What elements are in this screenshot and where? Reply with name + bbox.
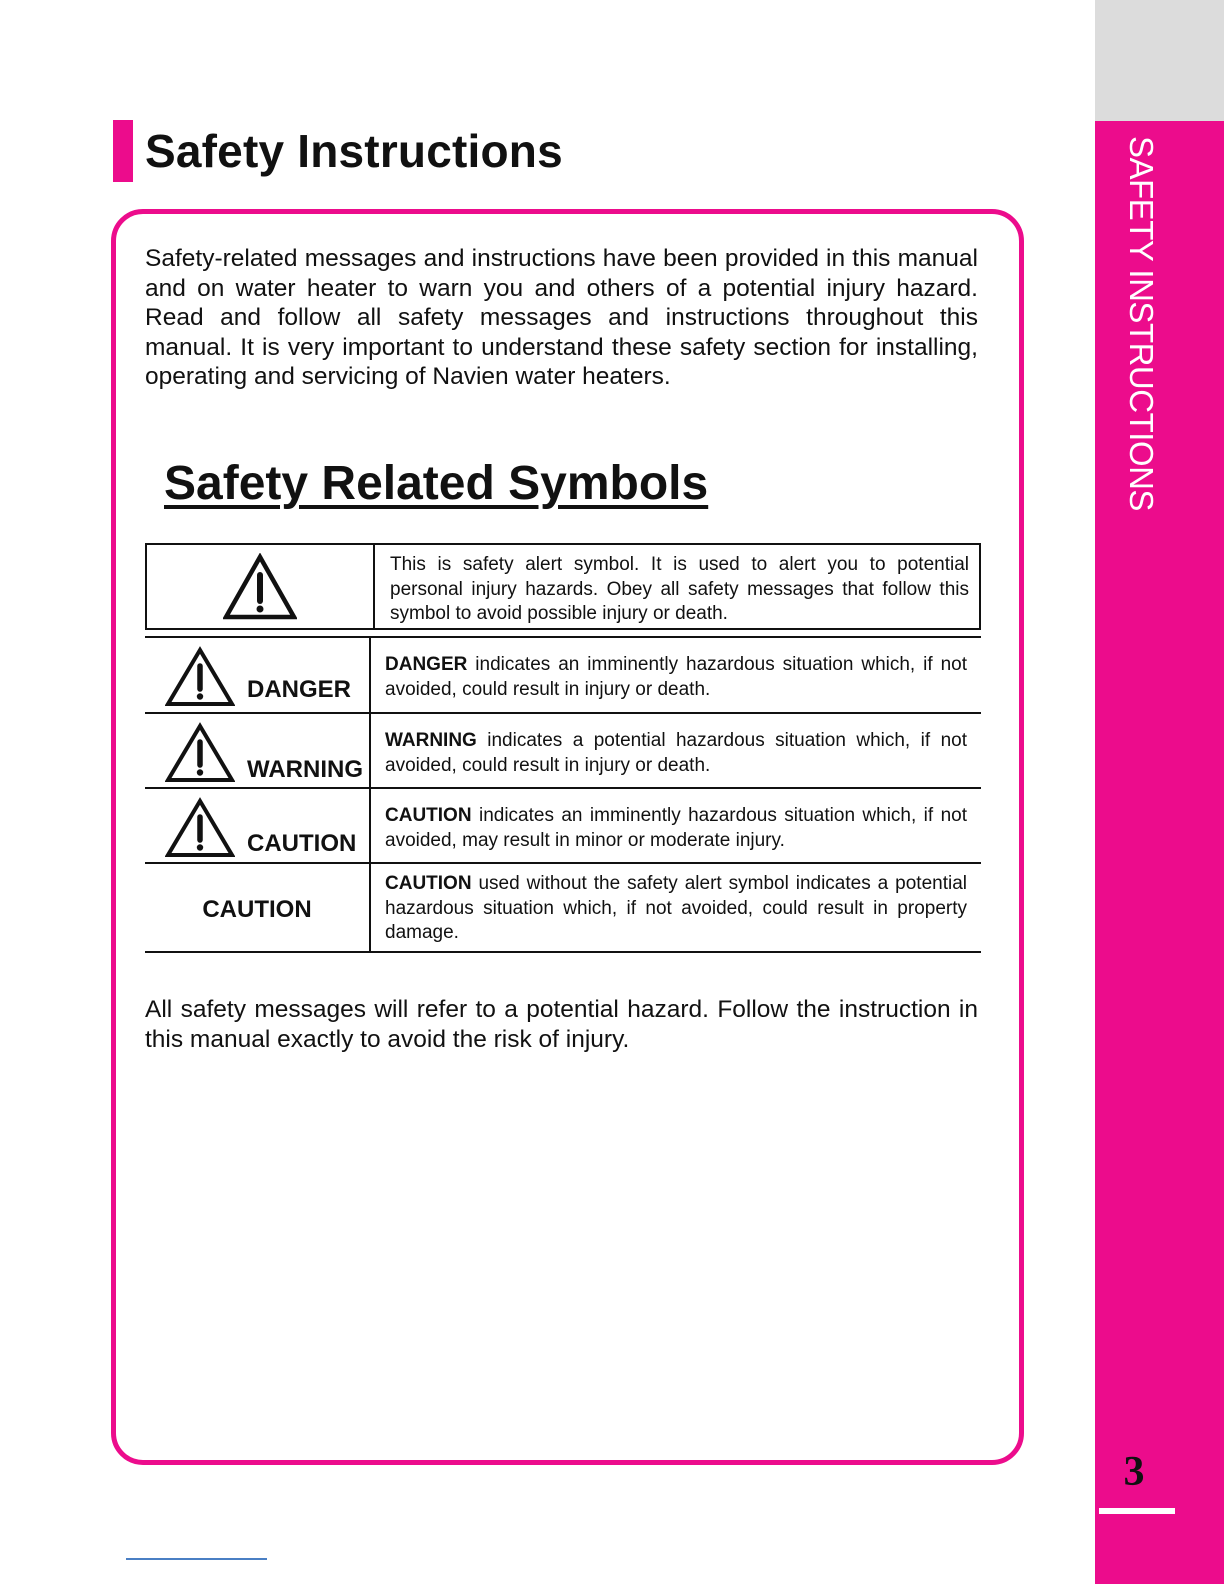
page-number-rule (1099, 1508, 1175, 1514)
signal-word-description (371, 714, 981, 787)
signal-word-description (371, 864, 981, 951)
table-row-caution (145, 789, 981, 864)
title-accent-bar (113, 120, 133, 182)
side-tab-top (1095, 0, 1224, 121)
page-number: 3 (1123, 1449, 1145, 1495)
warning-triangle-icon (165, 797, 235, 859)
page-title: Safety Instructions (145, 125, 563, 177)
signal-word-description (371, 638, 981, 712)
signal-word-term: CAUTION (385, 873, 472, 894)
signal-word-label: CAUTION (247, 830, 357, 857)
signal-word-text: indicates a potential hazardous situation which, if not avoided, could result in injury or death. (385, 730, 967, 776)
signal-word-cell (145, 714, 371, 787)
signal-word-term: WARNING (385, 730, 477, 751)
signal-word-table (145, 636, 981, 953)
warning-triangle-icon (223, 553, 297, 621)
warning-triangle-icon (165, 646, 235, 708)
table-row-danger (145, 636, 981, 714)
table-row-caution-property (145, 864, 981, 953)
closing-paragraph: All safety messages will refer to a potential hazard. Follow the instruction in this manual exactly to avoid the risk of injury. (145, 996, 978, 1053)
footer-line (126, 1558, 267, 1560)
signal-word-text: used without the safety alert symbol indicates a potential hazardous situation which, if not avoided, could result in property damage. (385, 873, 967, 943)
signal-word-term: CAUTION (385, 805, 472, 826)
signal-word-cell (145, 789, 371, 862)
signal-word-label: DANGER (247, 676, 352, 703)
signal-word-label: WARNING (247, 756, 363, 783)
intro-paragraph: Safety-related messages and instructions have been provided in this manual and on water heater to warn you and others of a potential injury hazard. Read and follow all safety messages and instructions throughout this manual. It is very important to understand these safety section for installing, operating and servicing of Navien water heaters. (145, 245, 978, 390)
signal-word-text: indicates an imminently hazardous situation which, if not avoided, could result in injury or death. (385, 654, 967, 700)
page-title-block (113, 120, 563, 182)
signal-word-cell (145, 638, 371, 712)
signal-word-label: CAUTION (202, 896, 312, 923)
table-row-warning (145, 714, 981, 789)
signal-word-term: DANGER (385, 654, 468, 675)
signal-word-cell (145, 864, 371, 951)
warning-triangle-icon (165, 722, 235, 784)
signal-word-description (371, 789, 981, 862)
side-tab-label: SAFETY INSTRUCTIONS (1123, 136, 1160, 511)
alert-symbol-cell (147, 545, 375, 628)
alert-symbol-box (145, 543, 981, 630)
signal-word-text: indicates an imminently hazardous situation which, if not avoided, may result in minor or moderate injury. (385, 805, 967, 851)
alert-symbol-description: This is safety alert symbol. It is used to alert you to potential personal injury hazards. Obey all safety messages that follow this symbol to avoid possible injury or death. (390, 554, 969, 624)
section-heading: Safety Related Symbols (164, 457, 709, 510)
